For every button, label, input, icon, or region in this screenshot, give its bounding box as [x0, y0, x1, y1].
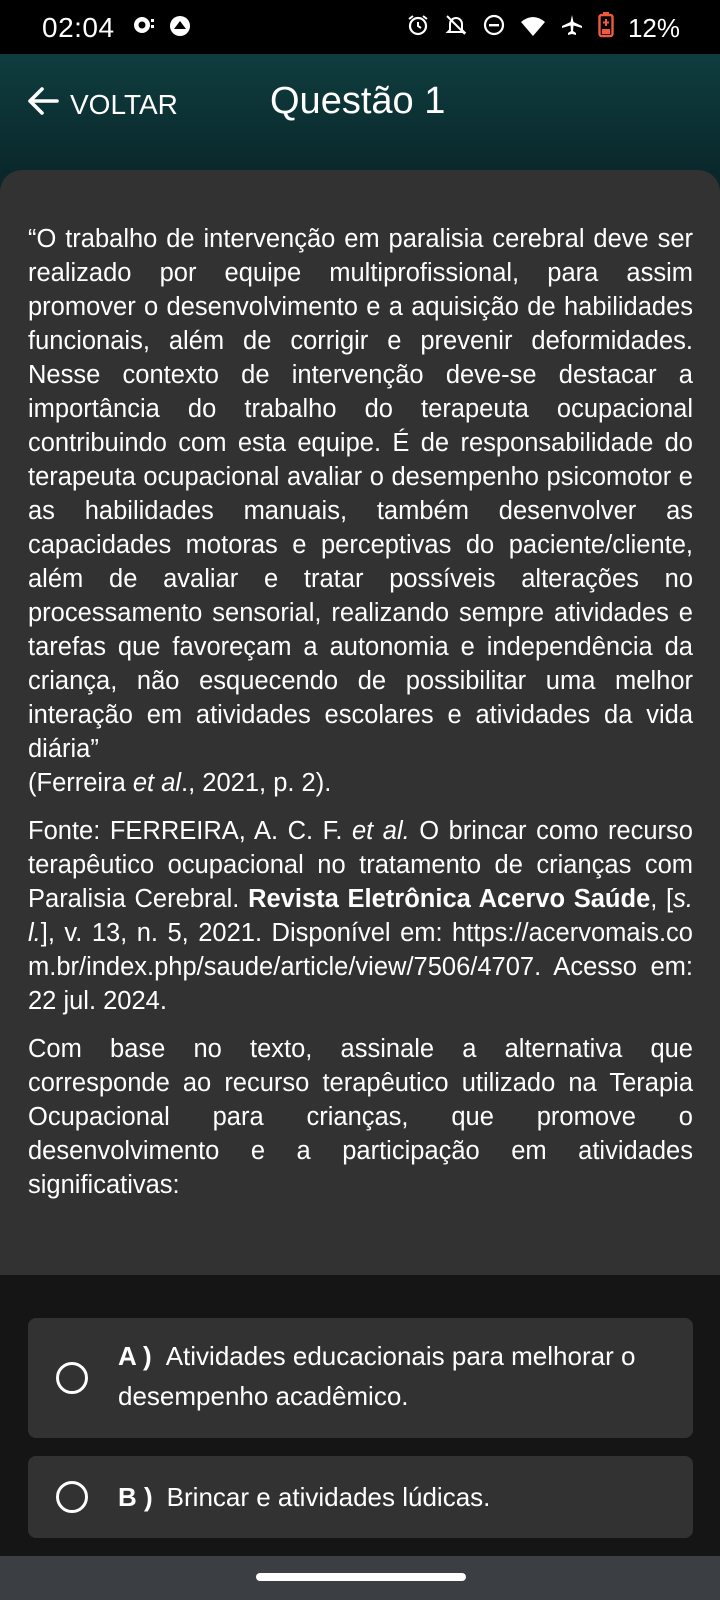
source-pre: Fonte: FERREIRA, A. C. F.	[28, 817, 352, 845]
question-card	[0, 170, 720, 1275]
source-mid: O brincar como recurso terapêutico ocupacional no tratamento de crianças com Paralisia Cerebral.	[28, 817, 693, 913]
quote-text: “O trabalho de intervenção em paralisia cerebral deve ser realizado por equipe multiprofissional, para assim promover o desenvolvimento e a aquisição de habilidades funcionais, além de corrigir e prevenir deformidades. Nesse contexto de intervenção deve-se destacar a importância do trabalho do terapeuta ocupacional contribuindo com esta equipe. É de responsabilidade do terapeuta ocupacional avaliar o desempenho psicomotor e as habilidades manuais, também desenvolver as capacidades motoras e perceptivas do paciente/cliente, além de avaliar e tratar possíveis alterações no processamento sensorial, realizando sempre atividades e tarefas que favoreçam a autonomia e independência da criança, não esquecendo de possibilitar uma melhor interação em atividades escolares e atividades da vida diária”	[28, 225, 693, 763]
source-post: ], v. 13, n. 5, 2021. Disponível em: https://acervomais.com.br/index.php/saude/article/view/7506/4707. Acesso em: 22 jul. 2024.	[28, 919, 693, 1015]
radio-button-icon[interactable]	[56, 1362, 88, 1394]
battery-percent: 12%	[627, 13, 680, 43]
option-b-letter: B )	[118, 1482, 153, 1512]
airplane-icon	[560, 13, 584, 44]
question-text	[28, 222, 693, 1216]
radio-button-icon[interactable]	[56, 1481, 88, 1513]
answer-options	[28, 1318, 693, 1556]
wifi-icon	[520, 13, 546, 44]
page-title: Questão 1	[270, 80, 446, 122]
source-italic: et al.	[351, 817, 410, 845]
option-a-letter: A )	[118, 1341, 152, 1371]
source-italic2: s. l.	[28, 885, 693, 947]
citation-post: ., 2021, p. 2).	[181, 769, 332, 797]
app-icon	[168, 14, 192, 43]
home-gesture-handle[interactable]	[256, 1573, 466, 1581]
navigation-bar	[0, 1556, 720, 1600]
status-icons-left	[132, 14, 192, 43]
prompt-text: Com base no texto, assinale a alternativa que corresponde ao recurso terapêutico utilizado na Terapia Ocupacional para crianças, que promove o desenvolvimento e a participação em atividades significativas:	[28, 1035, 693, 1199]
prompt-paragraph	[28, 1032, 693, 1202]
battery-low-icon	[598, 12, 614, 45]
option-a[interactable]	[28, 1318, 693, 1438]
do-not-disturb-icon	[482, 13, 506, 44]
back-button[interactable]	[26, 86, 178, 123]
status-time: 02:04	[42, 12, 115, 43]
status-icons-right	[406, 12, 680, 45]
citation-pre: (Ferreira	[28, 769, 133, 797]
quote-paragraph	[28, 222, 693, 800]
citation-italic: et al	[132, 769, 182, 797]
status-bar	[0, 0, 720, 54]
source-paragraph	[28, 814, 693, 1018]
option-a-text	[118, 1336, 678, 1416]
option-b-text	[118, 1477, 678, 1517]
arrow-left-icon	[26, 86, 60, 123]
option-b[interactable]	[28, 1456, 693, 1538]
back-label: VOLTAR	[70, 88, 178, 120]
source-journal: Revista Eletrônica Acervo Saúde	[248, 885, 651, 913]
bell-off-icon	[444, 13, 468, 44]
option-a-label: Atividades educacionais para melhorar o desempenho acadêmico.	[118, 1341, 636, 1411]
alarm-icon	[406, 13, 430, 44]
chat-bubble-icon	[132, 15, 156, 42]
source-mid2: , [	[650, 885, 674, 913]
option-b-label: Brincar e atividades lúdicas.	[166, 1482, 491, 1512]
